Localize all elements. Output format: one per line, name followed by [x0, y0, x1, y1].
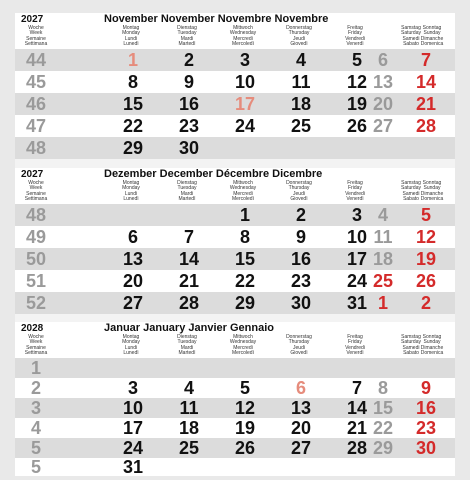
day-cell: 28: [346, 438, 368, 458]
day-cell: 23: [415, 418, 437, 438]
week-number: 52: [25, 293, 47, 313]
day-cell: 8: [377, 378, 388, 398]
year-label: 2028: [21, 323, 44, 334]
week-number: 44: [25, 50, 47, 70]
day-cell: 28: [415, 116, 437, 136]
weekday-label-wed: Mittwoch Wednesday Mercredi Mercoledì: [229, 25, 257, 48]
week-rows: [15, 204, 455, 314]
day-cell: 13: [290, 398, 312, 418]
week-row: [15, 398, 455, 418]
week-row: [15, 292, 455, 314]
day-cell: 12: [415, 227, 437, 247]
weekday-label-thu: Donnerstag Thursday Jeudi Giovedì: [286, 25, 312, 48]
weekday-label-thu: Donnerstag Thursday Jeudi Giovedì: [286, 334, 312, 357]
day-cell: 14: [346, 398, 368, 418]
week-number: 5: [30, 438, 41, 458]
week-row: [15, 93, 455, 115]
week-number: 1: [30, 358, 41, 378]
weekday-label-fri: Freitag Friday Vendredi Venerdì: [345, 180, 365, 203]
day-cell: 11: [373, 227, 393, 247]
day-cell: 1: [377, 293, 388, 313]
day-cell: 7: [351, 378, 362, 398]
week-number: 4: [30, 418, 41, 438]
day-cell: 27: [122, 293, 144, 313]
day-cell: 2: [183, 50, 194, 70]
day-cell: 22: [372, 418, 394, 438]
week-number: 49: [25, 227, 47, 247]
day-cell: 18: [178, 418, 200, 438]
week-number: 47: [25, 116, 47, 136]
day-cell: 27: [290, 438, 312, 458]
day-cell: 7: [420, 50, 431, 70]
day-cell: 29: [234, 293, 256, 313]
week-number: 2: [30, 378, 41, 398]
day-cell: 15: [122, 94, 144, 114]
year-label: 2027: [21, 169, 44, 180]
day-cell: 3: [239, 50, 250, 70]
day-cell: 23: [290, 271, 312, 291]
day-cell: 13: [372, 72, 394, 92]
month-header: [15, 13, 455, 49]
weekday-label-sat: Samstag Saturday Samedi Sabato: [400, 25, 421, 48]
month-title: Dezember December Décembre Dicembre: [104, 168, 323, 180]
day-cell: 30: [415, 438, 437, 458]
day-cell: 20: [122, 271, 144, 291]
day-cell: 13: [122, 249, 144, 269]
weekday-label-tue: Dienstag Tuesday Mardi Martedì: [177, 334, 197, 357]
day-cell: 26: [234, 438, 256, 458]
day-cell: 16: [415, 398, 437, 418]
day-cell: 12: [234, 398, 256, 418]
day-cell: 3: [351, 205, 362, 225]
weekday-label-sun: Sonntag Sunday Dimanche Domenica: [420, 334, 444, 357]
year-label: 2027: [21, 14, 44, 25]
day-cell: 22: [234, 271, 256, 291]
day-cell: 9: [183, 72, 194, 92]
day-cell: 4: [183, 378, 194, 398]
day-cell: 31: [122, 457, 144, 477]
day-cell: 25: [372, 271, 394, 291]
week-row: [15, 358, 455, 378]
day-cell: 11: [291, 72, 311, 92]
day-cell: 16: [178, 94, 200, 114]
week-number: 5: [30, 457, 41, 477]
week-column-label: Woche Week Semaine Settimana: [24, 180, 48, 203]
day-cell: 5: [239, 378, 250, 398]
day-cell: 6: [127, 227, 138, 247]
week-number: 51: [25, 271, 47, 291]
day-cell: 17: [346, 249, 368, 269]
weekday-label-sun: Sonntag Sunday Dimanche Domenica: [420, 25, 444, 48]
day-cell: 20: [290, 418, 312, 438]
week-row: [15, 438, 455, 458]
day-cell: 31: [346, 293, 368, 313]
day-cell: 6: [295, 378, 306, 398]
day-cell: 30: [290, 293, 312, 313]
month-header: [15, 322, 455, 358]
day-cell: 6: [377, 50, 388, 70]
week-row: [15, 137, 455, 159]
day-cell: 19: [234, 418, 256, 438]
day-cell: 19: [346, 94, 368, 114]
day-cell: 7: [183, 227, 194, 247]
day-cell: 25: [178, 438, 200, 458]
week-row: [15, 378, 455, 398]
week-number: 3: [30, 398, 41, 418]
week-number: 45: [25, 72, 47, 92]
week-row: [15, 248, 455, 270]
day-cell: 28: [178, 293, 200, 313]
weekday-label-fri: Freitag Friday Vendredi Venerdì: [345, 334, 365, 357]
week-row: [15, 458, 455, 476]
day-cell: 25: [290, 116, 312, 136]
weekday-label-mon: Montag Monday Lundi Lunedì: [122, 25, 140, 48]
day-cell: 12: [346, 72, 368, 92]
day-cell: 17: [122, 418, 144, 438]
week-rows: [15, 49, 455, 159]
day-cell: 17: [234, 94, 256, 114]
day-cell: 29: [122, 138, 144, 158]
weekday-label-sun: Sonntag Sunday Dimanche Domenica: [420, 180, 444, 203]
weekday-label-sat: Samstag Saturday Samedi Sabato: [400, 334, 421, 357]
day-cell: 2: [420, 293, 431, 313]
day-cell: 14: [178, 249, 200, 269]
week-row: [15, 418, 455, 438]
week-row: [15, 115, 455, 137]
day-cell: 26: [415, 271, 437, 291]
week-rows: [15, 358, 455, 476]
week-row: [15, 204, 455, 226]
weekday-label-sat: Samstag Saturday Samedi Sabato: [400, 180, 421, 203]
weekday-label-wed: Mittwoch Wednesday Mercredi Mercoledì: [229, 180, 257, 203]
day-cell: 1: [127, 50, 138, 70]
day-cell: 18: [290, 94, 312, 114]
day-cell: 22: [122, 116, 144, 136]
day-cell: 21: [346, 418, 368, 438]
weekday-label-tue: Dienstag Tuesday Mardi Martedì: [177, 25, 197, 48]
day-cell: 8: [239, 227, 250, 247]
week-number: 50: [25, 249, 47, 269]
day-cell: 24: [122, 438, 144, 458]
weekday-label-thu: Donnerstag Thursday Jeudi Giovedì: [286, 180, 312, 203]
day-cell: 23: [178, 116, 200, 136]
day-cell: 21: [178, 271, 200, 291]
day-cell: 24: [346, 271, 368, 291]
day-cell: 2: [295, 205, 306, 225]
day-cell: 11: [179, 398, 199, 418]
day-cell: 20: [372, 94, 394, 114]
day-cell: 5: [420, 205, 431, 225]
week-column-label: Woche Week Semaine Settimana: [24, 25, 48, 48]
day-cell: 9: [420, 378, 431, 398]
weekday-label-mon: Montag Monday Lundi Lunedì: [122, 334, 140, 357]
week-number: 46: [25, 94, 47, 114]
day-cell: 5: [351, 50, 362, 70]
month-january: [15, 322, 455, 477]
week-row: [15, 270, 455, 292]
day-cell: 26: [346, 116, 368, 136]
day-cell: 29: [372, 438, 394, 458]
week-number: 48: [25, 138, 47, 158]
day-cell: 18: [372, 249, 394, 269]
day-cell: 21: [415, 94, 437, 114]
day-cell: 19: [415, 249, 437, 269]
day-cell: 3: [127, 378, 138, 398]
week-number: 48: [25, 205, 47, 225]
month-title: November November Novembre Novembre: [104, 13, 329, 25]
month-november: [15, 13, 455, 163]
day-cell: 1: [239, 205, 250, 225]
weekday-label-mon: Montag Monday Lundi Lunedì: [122, 180, 140, 203]
week-column-label: Woche Week Semaine Settimana: [24, 334, 48, 357]
day-cell: 14: [415, 72, 437, 92]
day-cell: 16: [290, 249, 312, 269]
day-cell: 30: [178, 138, 200, 158]
weekday-label-wed: Mittwoch Wednesday Mercredi Mercoledì: [229, 334, 257, 357]
day-cell: 9: [295, 227, 306, 247]
day-cell: 10: [122, 398, 144, 418]
week-row: [15, 49, 455, 71]
weekday-label-tue: Dienstag Tuesday Mardi Martedì: [177, 180, 197, 203]
month-title: Januar January Janvier Gennaio: [104, 322, 274, 334]
day-cell: 15: [234, 249, 256, 269]
day-cell: 10: [234, 72, 256, 92]
day-cell: 4: [377, 205, 388, 225]
day-cell: 27: [372, 116, 394, 136]
month-december: [15, 168, 455, 316]
day-cell: 15: [372, 398, 394, 418]
day-cell: 4: [295, 50, 306, 70]
day-cell: 24: [234, 116, 256, 136]
week-row: [15, 226, 455, 248]
day-cell: 8: [127, 72, 138, 92]
weekday-label-fri: Freitag Friday Vendredi Venerdì: [345, 25, 365, 48]
month-header: [15, 168, 455, 204]
day-cell: 10: [346, 227, 368, 247]
week-row: [15, 71, 455, 93]
